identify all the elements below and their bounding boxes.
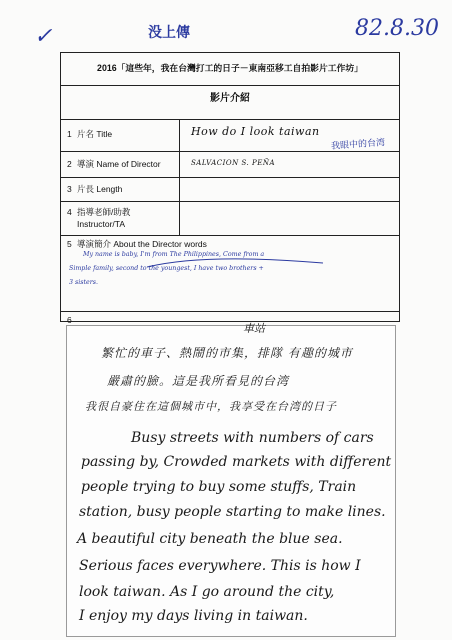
english-line-8: I enjoy my days living in taiwan. <box>79 608 308 624</box>
english-line-7: look taiwan. As I go around the city, <box>79 584 335 600</box>
director-words-label: 導演簡介 About the Director words <box>77 239 207 249</box>
row-6-number: 6 <box>67 315 72 325</box>
director-words-line-3: 3 sisters. <box>69 279 98 286</box>
row-4-number: 4 <box>67 207 72 217</box>
correction-note: 車站 <box>243 322 265 335</box>
row-2-number: 2 <box>67 159 72 169</box>
row-3-number: 3 <box>67 184 72 194</box>
director-words-line-2: Simple family, second to the youngest, I have two brothers + <box>69 265 264 272</box>
english-line-3: people trying to buy some stuffs, Train <box>81 479 357 495</box>
date-scrawl: 82.8.30 <box>355 16 439 41</box>
english-line-4: station, busy people starting to make lines. <box>79 504 386 520</box>
english-line-6: Serious faces everywhere. This is how I <box>79 558 361 574</box>
english-line-5: A beautiful city beneath the blue sea. <box>77 531 343 547</box>
english-line-1: Busy streets with numbers of cars <box>131 430 374 446</box>
title-value: How do I look taiwan <box>191 125 320 138</box>
form-header-title: 2016「這些年，我在台灣打工的日子－東南亞移工自拍影片工作坊」 <box>97 63 363 73</box>
film-info-form <box>60 52 400 325</box>
length-label: 片長 Length <box>77 184 123 194</box>
strike-mark <box>145 249 325 279</box>
chinese-line-2: 嚴肅的臉。這是我所看見的台湾 <box>107 374 290 388</box>
director-label: 導演 Name of Director <box>77 159 161 169</box>
director-words-line-1: My name is baby, I'm from The Philippines, Come from a <box>83 251 265 258</box>
section-title: 影片介紹 <box>210 93 250 104</box>
english-line-2: passing by, Crowded markets with different <box>81 454 392 470</box>
title-note: 我眼中的台湾 <box>330 137 386 151</box>
instructor-label: 指導老師/助教 <box>77 207 131 217</box>
row-5-number: 5 <box>67 239 72 249</box>
director-value: SALVACION S. PEÑA <box>191 159 276 167</box>
handwritten-sheet <box>66 322 396 637</box>
check-mark-icon: ✓ <box>34 24 53 49</box>
chinese-line-1: 繁忙的車子、熱鬧的市集，排隊 有趣的城市 <box>101 346 353 360</box>
upload-status-note: 没上傳 <box>148 24 190 40</box>
title-label: 片名 Title <box>77 129 113 139</box>
chinese-line-3: 我很自豪住在這個城市中，我享受在台湾的日子 <box>85 400 337 413</box>
instructor-label-en: Instructor/TA <box>77 219 126 229</box>
row-1-number: 1 <box>67 129 72 139</box>
